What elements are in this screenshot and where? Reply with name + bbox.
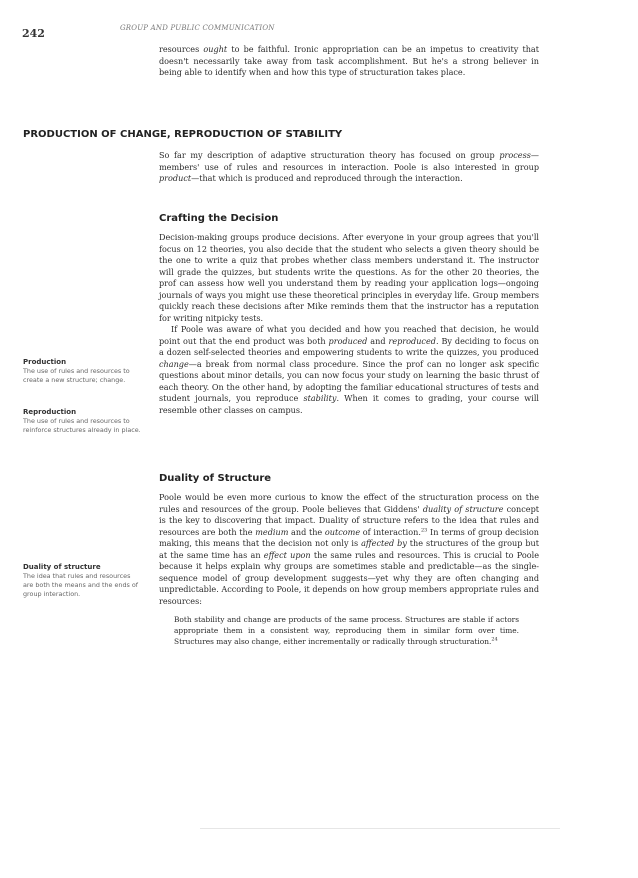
text-run: to be faithful. Ironic appropriation can be an impetus to creativity that doesn't necessarily take away from task accomplishment. But he's a strong believer in being able to identify when and how this type of structuration takes place. bbox=[159, 44, 539, 77]
bottom-rule bbox=[200, 828, 560, 829]
text-run: In terms of group decision making, this means that the decision not only is bbox=[159, 526, 539, 548]
page-number: 242 bbox=[22, 27, 45, 40]
margin-definition: The idea that rules and resources are both the means and the ends of group interaction. bbox=[23, 572, 139, 598]
margin-note-reproduction bbox=[23, 408, 141, 439]
margin-definition: The use of rules and resources to reinforce structures already in place. bbox=[23, 417, 141, 434]
text-run: of interaction. bbox=[360, 526, 421, 537]
text-run: Both stability and change are products of the same process. Structures are stable if actors appropriate them in a consistent way, reproducing them in similar form over time. Structures may also change, either incrementally or radically through structuration. bbox=[174, 615, 519, 646]
italic-run: stability bbox=[303, 393, 337, 403]
section-heading: PRODUCTION OF CHANGE, REPRODUCTION OF STABILITY bbox=[23, 129, 343, 140]
margin-term: Production bbox=[23, 358, 67, 366]
duality-section bbox=[159, 473, 539, 647]
text-run: resources bbox=[159, 44, 204, 54]
margin-term: Duality of structure bbox=[23, 563, 101, 571]
text-run: Poole would be even more curious to know the effect of the structuration process on the rules and resources of the group. Poole believes that Giddens' bbox=[159, 492, 539, 514]
duality-paragraph bbox=[159, 492, 539, 607]
running-title: GROUP AND PUBLIC COMMUNICATION bbox=[120, 24, 275, 32]
text-run: So far my description of adaptive structuration theory has focused on group bbox=[159, 150, 500, 160]
text-run: —a break from normal class procedure. Since the prof can no longer ask specific questions about minor details, you can now focus your study on learning the basic thrust of each theory. On the other hand, by adopting the familiar educational structures of tests and student journals, you reproduce bbox=[159, 358, 539, 403]
italic-run: reproduced bbox=[388, 335, 436, 346]
intro-paragraph bbox=[159, 44, 539, 79]
italic-run: product bbox=[159, 173, 192, 183]
intro-block bbox=[159, 44, 539, 79]
subhead-crafting-the-decision: Crafting the Decision bbox=[159, 213, 279, 224]
text-run: —that which is produced and reproduced through the interaction. bbox=[191, 173, 463, 183]
text-run: the same rules and resources. This is crucial to Poole because it helps explain why groups are sometimes stable and predictable—as the single-sequence model of group development suggests—yet why they are often changing and unpredictable. According to Poole, it depends on how group members appropriate rules and resources: bbox=[159, 549, 539, 606]
block-quote bbox=[159, 614, 539, 647]
text-run: . When it comes to grading, your course will resemble other classes on campus. bbox=[159, 393, 540, 415]
text-run: and bbox=[367, 335, 389, 346]
margin-note-production bbox=[23, 358, 141, 389]
crafting-paragraph-1 bbox=[159, 232, 539, 324]
italic-run: change bbox=[159, 358, 189, 369]
crafting-paragraph-2 bbox=[159, 324, 539, 416]
text-run: Decision-making groups produce decisions. After everyone in your group agrees that you'll focus on 12 theories, you also decide that the student who selects a given theory should be the one to write a quiz that probes whether class members understand it. The instructor will grade the quizzes, but students write the questions. As for the other 20 theories, the prof can assess how well you understand them by reading your application logs—ongoing journals of ways you might use these theoretical principles in everyday life. Group members quickly reach these decisions after Mike reminds them that the instructor has a reputation for writing nitpicky tests. bbox=[159, 232, 539, 323]
text-run: concept is the key to discovering that impact. Duality of structure refers to the idea that rules and resources are both the bbox=[159, 503, 540, 537]
italic-run: affected by bbox=[361, 538, 407, 548]
italic-run: effect upon bbox=[263, 549, 311, 560]
footnote-ref: 24 bbox=[491, 636, 498, 643]
section-intro-block bbox=[159, 150, 539, 185]
text-run: and the bbox=[288, 526, 325, 537]
footnote-ref: 23 bbox=[420, 526, 428, 533]
italic-run: process bbox=[499, 150, 531, 160]
italic-run: duality of structure bbox=[422, 503, 504, 514]
italic-run: medium bbox=[255, 526, 289, 537]
section-intro-paragraph bbox=[159, 150, 539, 185]
text-run: . By deciding to focus on a dozen self-selected theories and empowering students to write the quizzes, you produced bbox=[159, 335, 539, 357]
italic-run: outcome bbox=[324, 526, 361, 537]
italic-run: produced bbox=[328, 335, 368, 346]
margin-term: Reproduction bbox=[23, 408, 77, 416]
crafting-section bbox=[159, 213, 539, 416]
margin-note-duality-of-structure bbox=[23, 563, 141, 603]
text-run: the structures of the group but at the same time has an bbox=[159, 538, 539, 560]
running-head bbox=[22, 22, 275, 40]
margin-definition: The use of rules and resources to create a new structure; change. bbox=[23, 367, 130, 384]
text-run: If Poole was aware of what you decided and how you reached that decision, he would point out that the end product was both bbox=[159, 324, 539, 346]
subhead-duality-of-structure: Duality of Structure bbox=[159, 473, 272, 484]
text-run: —members' use of rules and resources in interaction. Poole is also interested in group bbox=[159, 150, 539, 172]
italic-run: ought bbox=[203, 44, 228, 54]
